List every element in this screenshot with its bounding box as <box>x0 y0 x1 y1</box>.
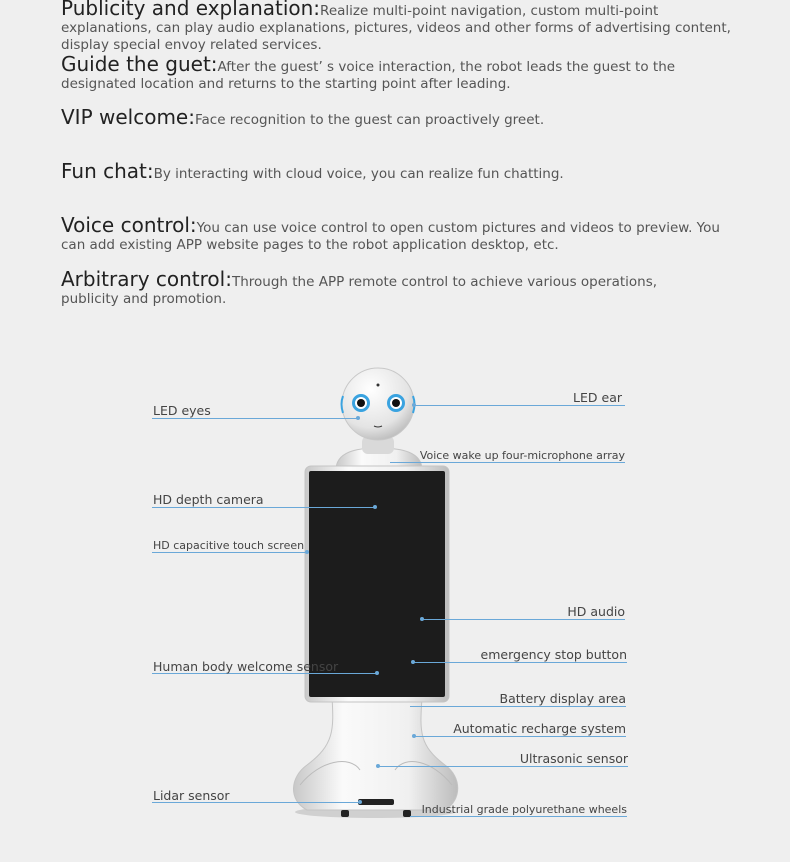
label-led-ear: LED ear <box>573 390 622 405</box>
feature-heading: Arbitrary control: <box>61 267 232 291</box>
feature-heading: Guide the guet: <box>61 52 218 76</box>
lidar-window <box>358 799 394 805</box>
label-hd-audio: HD audio <box>567 604 625 619</box>
feature-text: Realize multi-point navigation, custom multi-point explanations, can play audio explanations, pictures, videos and other forms of advertising content, display special envoy related services. <box>61 3 731 53</box>
label-welcome-sensor: Human body welcome sensor <box>153 659 339 674</box>
feature-heading: Voice control: <box>61 213 197 237</box>
label-depth-camera: HD depth camera <box>153 492 264 507</box>
feature-text: By interacting with cloud voice, you can realize fun chatting. <box>153 166 564 182</box>
feature-text: You can use voice control to open custom pictures and videos to preview. You can add existing APP website pages to the robot application desktop, etc. <box>61 220 720 253</box>
label-battery-display: Battery display area <box>499 691 626 706</box>
label-touch-screen: HD capacitive touch screen <box>153 539 305 552</box>
label-lidar: Lidar sensor <box>153 788 230 803</box>
feature-heading: Fun chat: <box>61 159 154 183</box>
feature-text: Through the APP remote control to achieve various operations, publicity and promotion. <box>61 274 658 307</box>
feature-heading: Publicity and explanation: <box>61 0 321 20</box>
feature-text: After the guest’ s voice interaction, the robot leads the guest to the designated location and returns to the starting point after leading. <box>61 59 676 92</box>
robot-base <box>293 697 457 810</box>
feature-heading: VIP welcome: <box>61 105 195 129</box>
label-led-eyes: LED eyes <box>153 403 211 418</box>
label-emergency-stop: emergency stop button <box>480 647 627 662</box>
label-mic-array: Voice wake up four-microphone array <box>419 449 625 462</box>
label-ultrasonic: Ultrasonic sensor <box>519 751 628 766</box>
label-wheels: Industrial grade polyurethane wheels <box>421 803 627 816</box>
label-recharge: Automatic recharge system <box>453 721 626 736</box>
feature-text: Face recognition to the guest can proactively greet. <box>194 112 545 128</box>
